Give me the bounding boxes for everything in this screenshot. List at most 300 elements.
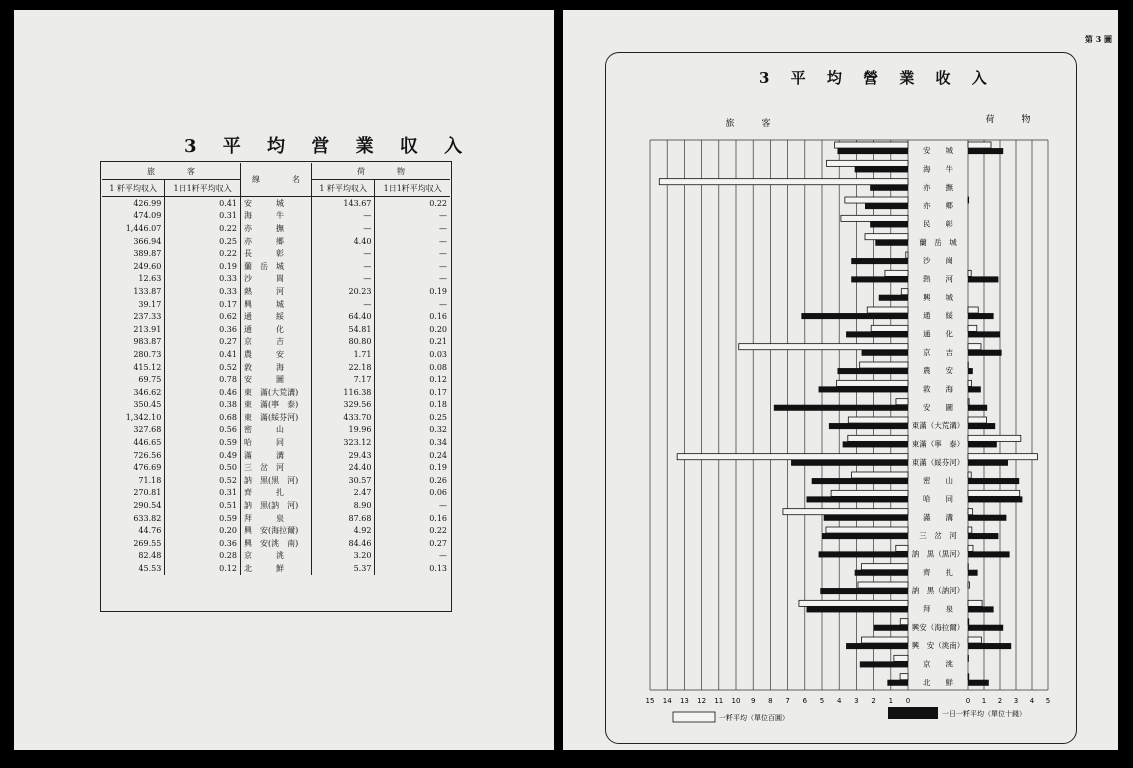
line-name-cell: 蘭 岳 城	[240, 260, 311, 273]
freight-avg2-cell: —	[439, 236, 447, 246]
line-name-cell: 京 吉	[240, 336, 311, 349]
line-name-cell: 拜 泉	[240, 512, 311, 525]
left-axis-tick: 3	[854, 697, 859, 705]
freight-km-bar	[968, 490, 1020, 496]
passenger-avg2-cell: 0.31	[165, 210, 241, 223]
freight-daily-bar	[968, 496, 1022, 502]
passenger-avg1-cell: 270.81	[102, 487, 165, 500]
passenger-avg1-cell: 1,342.10	[102, 411, 165, 424]
table-row	[102, 260, 450, 273]
table-row	[102, 361, 450, 374]
table-row	[102, 424, 450, 437]
table-row	[102, 323, 450, 336]
passenger-avg1-cell: 45.53	[102, 562, 165, 575]
passenger-avg1-cell: 446.65	[102, 436, 165, 449]
line-name-cell: 東 滿(綏芬河)	[240, 411, 311, 424]
passenger-avg1-header: 1 粁平均収入	[102, 180, 165, 197]
right-axis-tick: 3	[1013, 697, 1019, 705]
table-row	[102, 411, 450, 424]
left-axis-tick: 4	[836, 697, 842, 705]
passenger-avg2-cell: 0.46	[165, 386, 241, 399]
line-name-cell: 興 安(海拉爾)	[240, 524, 311, 537]
freight-avg2-cell: 0.34	[429, 438, 447, 448]
freight-header: 荷 物	[312, 163, 450, 180]
passenger-avg2-cell: 0.12	[165, 562, 241, 575]
right-axis-tick: 5	[1045, 697, 1051, 705]
passenger-daily-bar	[807, 496, 908, 502]
freight-daily-bar	[968, 625, 1003, 631]
right-axis-tick: 1	[981, 697, 987, 705]
category-label: 東滿（寧 泰）	[911, 439, 965, 449]
left-axis-tick: 15	[645, 697, 655, 705]
category-label: 興 城	[923, 292, 953, 302]
line-name-cell: 沙 崗	[240, 273, 311, 286]
freight-daily-bar	[968, 331, 1000, 337]
freight-km-bar	[968, 344, 981, 350]
line-name-cell: 亦 郷	[240, 235, 311, 248]
freight-daily-bar	[968, 533, 998, 539]
passenger-daily-bar	[870, 221, 908, 227]
freight-avg2-cell: —	[439, 249, 447, 259]
passenger-daily-bar	[807, 606, 908, 612]
passenger-avg1-cell: 1,446.07	[102, 222, 165, 235]
line-name-cell: 訥 黒(黒 河)	[240, 474, 311, 487]
passenger-daily-bar	[824, 515, 908, 521]
passenger-daily-bar	[874, 625, 908, 631]
passenger-km-bar	[852, 472, 908, 478]
left-axis-tick: 12	[697, 697, 707, 705]
table-row	[102, 524, 450, 537]
legend-black-swatch	[888, 707, 938, 719]
freight-daily-bar	[968, 386, 981, 392]
passenger-daily-bar	[851, 276, 908, 282]
passenger-km-bar	[867, 307, 908, 313]
table-row	[102, 298, 450, 311]
freight-km-bar	[968, 270, 971, 276]
right-axis-tick: 4	[1029, 697, 1035, 705]
passenger-avg2-cell: 0.17	[165, 298, 241, 311]
category-label: 安 城	[923, 146, 953, 156]
passenger-km-bar	[848, 435, 908, 441]
category-label: 興 安（洮南）	[911, 641, 965, 651]
left-axis-tick: 1	[888, 697, 894, 705]
passenger-avg1-cell: 69.75	[102, 373, 165, 386]
line-name-cell: 東 滿(大荒溝)	[240, 386, 311, 399]
freight-avg1-cell: 5.37	[312, 562, 375, 575]
passenger-daily-bar	[855, 570, 908, 576]
passenger-avg1-cell: 71.18	[102, 474, 165, 487]
passenger-daily-bar	[822, 533, 908, 539]
passenger-avg1-cell: 249.60	[102, 260, 165, 273]
freight-avg2-cell: 0.08	[429, 362, 447, 372]
passenger-avg2-cell: 0.62	[165, 310, 241, 323]
freight-avg2-cell: 0.03	[429, 349, 447, 359]
left-axis-tick: 7	[785, 697, 790, 705]
passenger-header: 旅 客	[102, 163, 240, 180]
freight-avg1-cell: —	[312, 222, 375, 235]
freight-daily-bar	[968, 350, 1002, 356]
freight-km-bar	[968, 600, 982, 606]
passenger-avg1-cell: 633.82	[102, 512, 165, 525]
freight-avg2-cell: 0.26	[429, 475, 447, 485]
passenger-km-bar	[901, 289, 908, 295]
passenger-km-bar	[896, 545, 908, 551]
passenger-km-bar	[906, 252, 908, 258]
bar-chart	[563, 10, 1118, 750]
passenger-avg2-cell: 0.51	[165, 499, 241, 512]
left-axis-tick: 14	[662, 697, 672, 705]
passenger-avg1-cell: 726.56	[102, 449, 165, 462]
passenger-daily-bar	[819, 551, 908, 557]
category-label: 海 牛	[923, 164, 953, 174]
passenger-km-bar	[894, 655, 908, 661]
line-name-cell: 齊 扎	[240, 487, 311, 500]
passenger-daily-bar	[846, 331, 908, 337]
freight-avg2-cell: 0.19	[429, 286, 447, 296]
table-row	[102, 210, 450, 223]
passenger-avg2-cell: 0.41	[165, 197, 241, 210]
passenger-daily-bar	[837, 368, 908, 374]
passenger-avg1-cell: 327.68	[102, 424, 165, 437]
passenger-daily-bar	[875, 240, 908, 246]
freight-km-bar	[968, 435, 1021, 441]
left-axis-tick: 0	[905, 697, 911, 705]
freight-avg2-cell: 0.25	[429, 412, 447, 422]
freight-daily-bar	[968, 515, 1006, 521]
passenger-daily-bar	[870, 185, 908, 191]
freight-avg1-cell: 29.43	[312, 449, 375, 462]
freight-avg2-cell: 0.27	[429, 538, 447, 548]
category-label: 東滿（大荒溝）	[911, 421, 965, 431]
line-name-cell: 京 洮	[240, 550, 311, 563]
passenger-km-bar	[862, 637, 908, 643]
left-axis-tick: 10	[731, 697, 741, 705]
freight-daily-bar	[968, 423, 995, 429]
table-row	[102, 373, 450, 386]
table-row	[102, 273, 450, 286]
line-name-cell: 通 化	[240, 323, 311, 336]
category-label: 訥 黒（黒河）	[911, 549, 965, 559]
passenger-daily-bar	[819, 386, 908, 392]
line-name-cell: 長 彰	[240, 247, 311, 260]
category-label: 京 洮	[923, 659, 953, 669]
freight-km-bar	[968, 399, 969, 405]
table-row	[102, 247, 450, 260]
freight-km-bar	[968, 325, 977, 331]
passenger-avg1-cell: 280.73	[102, 348, 165, 361]
freight-km-bar	[968, 509, 973, 515]
passenger-km-bar	[799, 600, 908, 606]
freight-km-bar	[968, 380, 972, 386]
line-name-cell: 興 城	[240, 298, 311, 311]
passenger-avg2-cell: 0.50	[165, 461, 241, 474]
freight-avg2-cell: 0.16	[429, 312, 447, 322]
freight-km-bar	[968, 307, 978, 313]
freight-km-bar	[968, 142, 991, 148]
passenger-daily-bar	[812, 478, 908, 484]
freight-km-bar	[968, 637, 981, 643]
line-name-cell: 安 城	[240, 197, 311, 210]
table-row	[102, 348, 450, 361]
freight-avg2-cell: 0.16	[429, 513, 447, 523]
table-row	[102, 499, 450, 512]
passenger-km-bar	[837, 380, 908, 386]
freight-avg2-cell: —	[439, 299, 447, 309]
table-row	[102, 474, 450, 487]
line-name-header: 線 名	[240, 163, 311, 197]
freight-avg2-cell: 0.12	[429, 375, 447, 385]
freight-avg1-cell: 3.20	[312, 550, 375, 563]
freight-km-bar	[968, 417, 987, 423]
freight-avg1-cell: 20.23	[312, 285, 375, 298]
freight-avg1-cell: —	[312, 247, 375, 260]
freight-avg1-cell: 22.18	[312, 361, 375, 374]
line-name-cell: 哈 同	[240, 436, 311, 449]
passenger-avg1-cell: 237.33	[102, 310, 165, 323]
freight-avg1-cell: —	[312, 273, 375, 286]
passenger-km-bar	[896, 399, 908, 405]
left-page	[14, 10, 554, 750]
freight-avg2-cell: 0.19	[429, 463, 447, 473]
page-tag: 第 3 圖	[1084, 34, 1112, 44]
passenger-daily-bar	[855, 166, 908, 172]
freight-daily-bar	[968, 405, 987, 411]
right-axis-tick: 0	[965, 697, 971, 705]
freight-avg1-cell: 64.40	[312, 310, 375, 323]
freight-avg2-cell: —	[439, 211, 447, 221]
table-row	[102, 197, 450, 210]
passenger-daily-bar	[829, 423, 908, 429]
freight-daily-bar	[968, 368, 973, 374]
category-label: 哈 同	[923, 494, 953, 504]
freight-avg1-cell: 4.92	[312, 524, 375, 537]
freight-km-bar	[968, 197, 969, 203]
category-label: 拜 泉	[923, 604, 953, 614]
passenger-avg1-cell: 366.94	[102, 235, 165, 248]
table-row	[102, 550, 450, 563]
line-name-cell: 安 圖	[240, 373, 311, 386]
freight-avg1-cell: 1.71	[312, 348, 375, 361]
table-title: 3 平 均 営 業 収 入	[184, 136, 473, 157]
left-axis-tick: 9	[750, 697, 756, 705]
table-row	[102, 512, 450, 525]
passenger-avg2-cell: 0.22	[165, 247, 241, 260]
passenger-km-bar	[831, 490, 908, 496]
freight-avg1-cell: 433.70	[312, 411, 375, 424]
category-label: 民 彰	[923, 219, 953, 229]
category-label: 京 吉	[923, 347, 953, 357]
passenger-avg2-cell: 0.33	[165, 285, 241, 298]
line-name-cell: 密 山	[240, 424, 311, 437]
passenger-km-bar	[900, 619, 908, 625]
freight-avg2-cell: —	[439, 261, 447, 271]
freight-avg1-cell: 19.96	[312, 424, 375, 437]
passenger-avg2-cell: 0.36	[165, 323, 241, 336]
passenger-avg2-header: 1日1粁平均収入	[165, 180, 241, 197]
passenger-km-bar	[860, 362, 908, 368]
table-body	[102, 197, 450, 575]
passenger-daily-bar	[851, 258, 908, 264]
table-row	[102, 235, 450, 248]
passenger-km-bar	[845, 197, 908, 203]
line-name-cell: 通 綏	[240, 310, 311, 323]
passenger-avg2-cell: 0.22	[165, 222, 241, 235]
passenger-avg1-cell: 415.12	[102, 361, 165, 374]
freight-avg2-cell: 0.13	[429, 564, 447, 574]
freight-km-bar	[968, 527, 972, 533]
passenger-daily-bar	[865, 203, 908, 209]
line-name-cell: 農 安	[240, 348, 311, 361]
passenger-avg1-cell: 269.55	[102, 537, 165, 550]
category-label: 安 圖	[923, 402, 953, 412]
passenger-avg1-cell: 346.62	[102, 386, 165, 399]
passenger-km-bar	[848, 417, 908, 423]
passenger-avg1-cell: 426.99	[102, 197, 165, 210]
passenger-avg1-cell: 39.17	[102, 298, 165, 311]
passenger-avg1-cell: 476.69	[102, 461, 165, 474]
category-label: 齊 扎	[923, 567, 953, 577]
left-axis-tick: 5	[819, 697, 825, 705]
passenger-km-bar	[826, 527, 908, 533]
freight-avg2-cell: —	[439, 223, 447, 233]
passenger-avg2-cell: 0.52	[165, 474, 241, 487]
passenger-avg2-cell: 0.27	[165, 336, 241, 349]
category-label: 敦 海	[923, 384, 953, 394]
left-axis-tick: 6	[802, 697, 808, 705]
passenger-km-bar	[659, 179, 908, 185]
passenger-km-bar	[858, 582, 908, 588]
passenger-avg1-cell: 474.09	[102, 210, 165, 223]
line-name-cell: 北 鮮	[240, 562, 311, 575]
passenger-daily-bar	[887, 680, 908, 686]
table-row	[102, 285, 450, 298]
table-row	[102, 436, 450, 449]
passenger-avg1-cell: 389.87	[102, 247, 165, 260]
freight-avg1-cell: 143.67	[312, 197, 375, 210]
freight-daily-bar	[968, 276, 998, 282]
category-label: 密 山	[923, 476, 953, 486]
legend-white-label: 一粁平均（單位百圓）	[719, 714, 789, 722]
passenger-avg1-cell: 213.91	[102, 323, 165, 336]
table-row	[102, 399, 450, 412]
passenger-avg2-cell: 0.68	[165, 411, 241, 424]
table-row	[102, 461, 450, 474]
line-name-cell: 訥 黒(訥 河)	[240, 499, 311, 512]
passenger-avg2-cell: 0.36	[165, 537, 241, 550]
freight-avg1-cell: —	[312, 210, 375, 223]
passenger-daily-bar	[820, 588, 908, 594]
freight-avg2-cell: —	[439, 551, 447, 561]
passenger-km-bar	[739, 344, 908, 350]
passenger-avg1-cell: 12.63	[102, 273, 165, 286]
passenger-avg2-cell: 0.20	[165, 524, 241, 537]
category-label: 亦 郷	[923, 201, 953, 211]
passenger-km-bar	[783, 509, 908, 515]
passenger-avg2-cell: 0.31	[165, 487, 241, 500]
freight-avg1-header: 1 粁平均収入	[312, 180, 375, 197]
table-row	[102, 386, 450, 399]
legend-white-swatch	[673, 712, 715, 722]
passenger-avg2-cell: 0.25	[165, 235, 241, 248]
passenger-daily-bar	[879, 295, 908, 301]
freight-daily-bar	[968, 551, 1010, 557]
passenger-km-bar	[826, 160, 908, 166]
passenger-avg2-cell: 0.59	[165, 436, 241, 449]
category-label: 通 綏	[923, 311, 953, 321]
table-row	[102, 487, 450, 500]
passenger-avg1-cell: 350.45	[102, 399, 165, 412]
freight-avg2-header: 1日1粁平均収入	[375, 180, 450, 197]
passenger-avg1-cell: 290.54	[102, 499, 165, 512]
right-page	[563, 10, 1118, 750]
passenger-avg2-cell: 0.19	[165, 260, 241, 273]
freight-avg1-cell: 24.40	[312, 461, 375, 474]
freight-daily-bar	[968, 680, 989, 686]
category-label: 沙 崗	[923, 256, 953, 266]
category-label: 亦 撫	[923, 182, 953, 192]
passenger-avg2-cell: 0.59	[165, 512, 241, 525]
freight-km-bar	[968, 674, 969, 680]
freight-avg1-cell: 116.38	[312, 386, 375, 399]
freight-avg1-cell: 4.40	[312, 235, 375, 248]
category-label: 興安（海拉爾）	[911, 622, 965, 632]
passenger-daily-bar	[846, 643, 908, 649]
table-row	[102, 537, 450, 550]
passenger-daily-bar	[860, 661, 908, 667]
category-label: 訥 黒（訥河）	[911, 586, 965, 596]
freight-avg1-cell: 80.80	[312, 336, 375, 349]
chart-title: 3 平 均 營 業 收 入	[759, 69, 995, 87]
freight-km-bar	[968, 454, 1037, 460]
table-row	[102, 562, 450, 575]
freight-avg1-cell: 87.68	[312, 512, 375, 525]
line-name-cell: 海 牛	[240, 210, 311, 223]
freight-avg1-cell: 54.81	[312, 323, 375, 336]
passenger-label: 旅 客	[725, 119, 771, 129]
category-label: 滿 溝	[923, 512, 953, 522]
freight-daily-bar	[968, 441, 997, 447]
legend-black-label: 一日一粁平均（單位十錢）	[942, 710, 1026, 718]
freight-avg1-cell: 8.90	[312, 499, 375, 512]
table-row	[102, 310, 450, 323]
freight-avg1-cell: 329.56	[312, 399, 375, 412]
left-axis-tick: 8	[768, 697, 773, 705]
line-name-cell: 三 岔 河	[240, 461, 311, 474]
category-label: 農 安	[923, 366, 953, 376]
line-name-cell: 亦 撫	[240, 222, 311, 235]
passenger-avg2-cell: 0.28	[165, 550, 241, 563]
left-axis-tick: 2	[871, 697, 876, 705]
freight-avg2-cell: 0.22	[429, 526, 447, 536]
freight-avg1-cell: 84.46	[312, 537, 375, 550]
line-name-cell: 興 安(洮 南)	[240, 537, 311, 550]
category-label: 蘭 岳 城	[919, 237, 957, 247]
freight-km-bar	[968, 619, 969, 625]
category-label: 熱 河	[923, 274, 953, 284]
freight-daily-bar	[968, 313, 994, 319]
passenger-avg2-cell: 0.52	[165, 361, 241, 374]
right-axis-tick: 2	[997, 697, 1003, 705]
line-name-cell: 東 滿(寧 泰)	[240, 399, 311, 412]
passenger-avg2-cell: 0.49	[165, 449, 241, 462]
passenger-km-bar	[885, 270, 908, 276]
line-name-cell: 滿 溝	[240, 449, 311, 462]
freight-avg2-cell: 0.06	[429, 488, 447, 498]
freight-label: 荷 物	[985, 115, 1031, 125]
freight-avg2-cell: 0.18	[429, 400, 447, 410]
category-label: 通 化	[923, 329, 953, 339]
freight-avg1-cell: —	[312, 260, 375, 273]
